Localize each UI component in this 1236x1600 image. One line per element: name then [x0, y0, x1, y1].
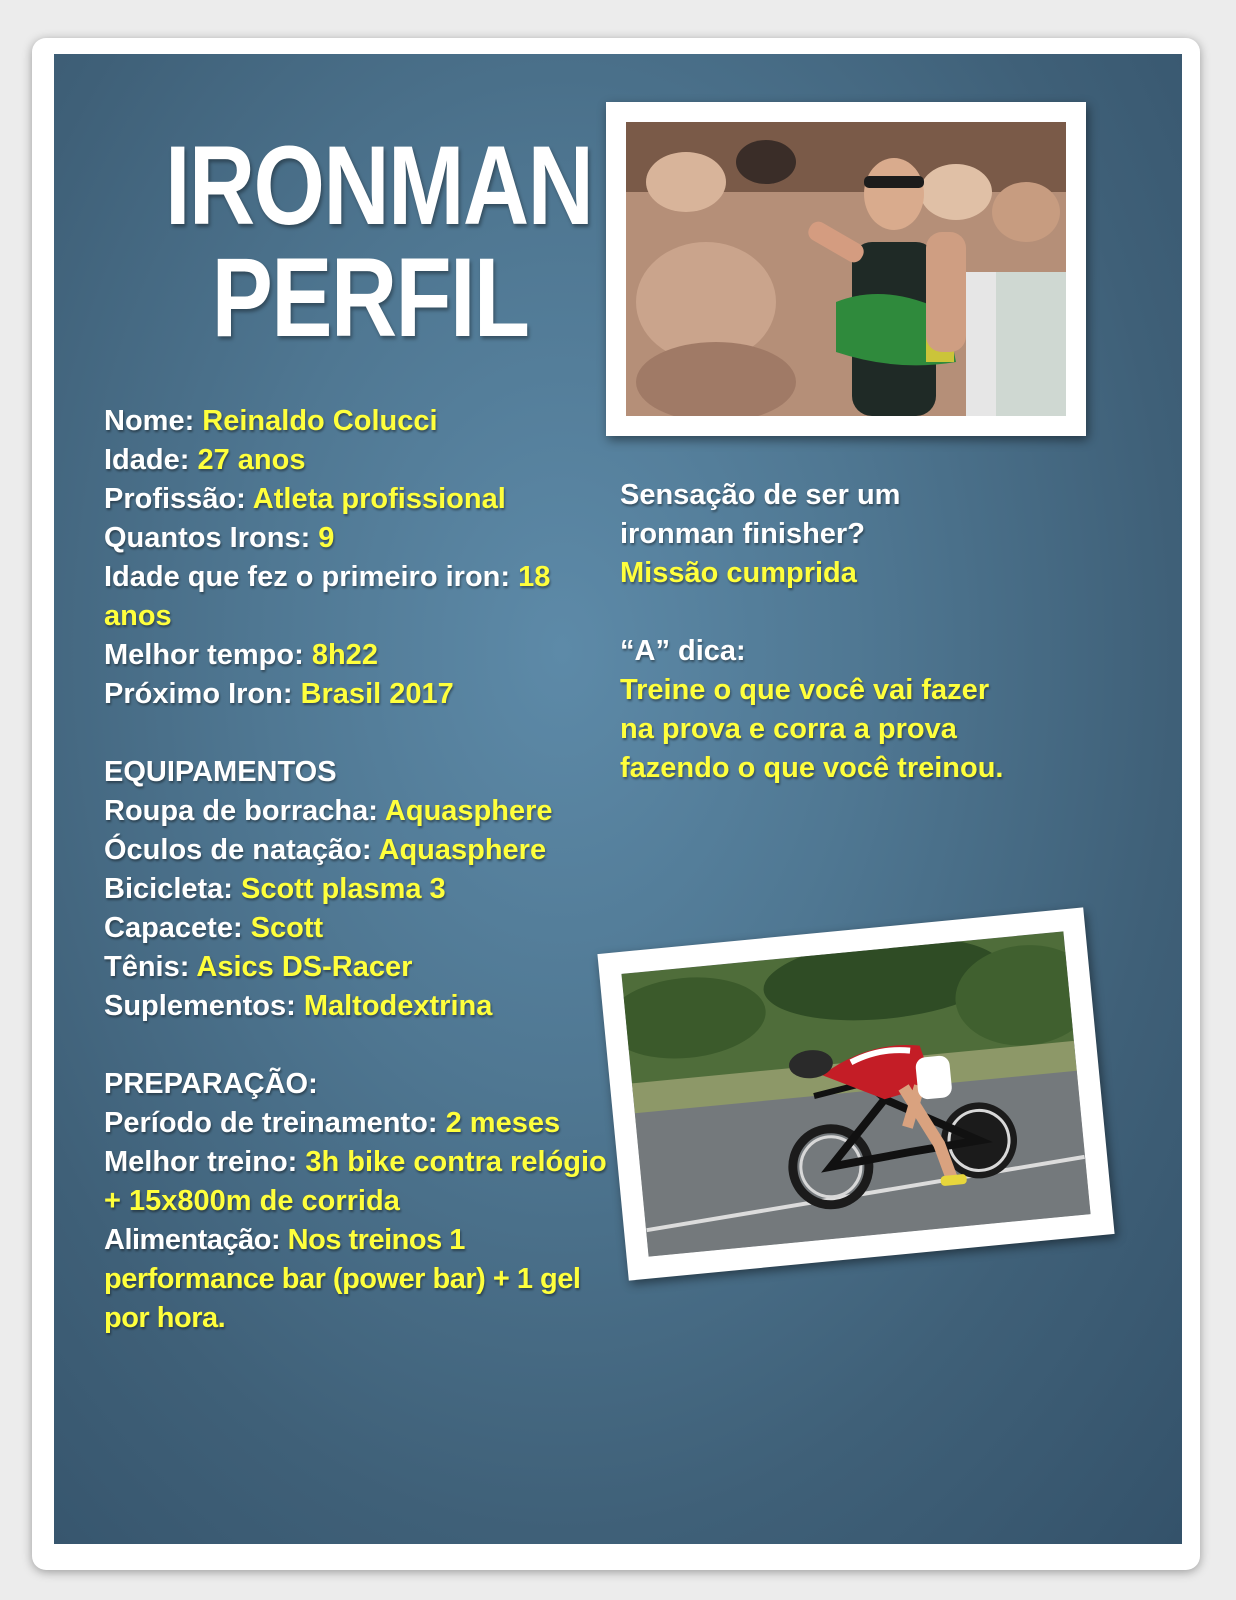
profile-best-time-label: Melhor tempo: — [104, 639, 312, 671]
preparation-best-workout — [104, 1143, 624, 1221]
equipment-shoes-value: Asics DS-Racer — [196, 951, 413, 983]
equipment-goggles-label: Óculos de natação: — [104, 834, 379, 866]
tip-text: Treine o que você vai fazer na prova e corra a prova fazendo o que você treinou. — [620, 674, 1004, 784]
profile-column — [104, 402, 624, 1338]
equipment-wetsuit-value: Aquasphere — [384, 795, 553, 827]
spacer — [104, 1026, 624, 1065]
profile-next-iron — [104, 675, 624, 714]
quote-column — [620, 476, 1020, 788]
profile-irons-count — [104, 519, 624, 558]
equipment-helmet-value: Scott — [250, 912, 324, 944]
equipment-supplements-label: Suplementos: — [104, 990, 304, 1022]
preparation-nutrition-value: Nos treinos 1 performance bar (power bar) + 1 gel por hora. — [104, 1224, 581, 1334]
photo-athlete-bike-image — [621, 931, 1090, 1256]
profile-profession — [104, 480, 624, 519]
profile-next-iron-value: Brasil 2017 — [300, 678, 454, 710]
equipment-bicycle-label: Bicicleta: — [104, 873, 241, 905]
equipment-supplements — [104, 987, 624, 1026]
spacer — [104, 714, 624, 753]
preparation-period — [104, 1104, 624, 1143]
preparation-best-workout-value: 3h bike contra relógio + 15x800m de corrida — [104, 1146, 607, 1217]
page-title — [165, 123, 593, 360]
profile-irons-count-label: Quantos Irons: — [104, 522, 319, 554]
preparation-period-label: Período de treinamento: — [104, 1107, 446, 1139]
equipment-helmet — [104, 909, 624, 948]
profile-irons-count-value: 9 — [318, 522, 335, 554]
sensation-answer: Missão cumprida — [620, 557, 857, 589]
profile-age — [104, 441, 624, 480]
equipment-goggles-value: Aquasphere — [378, 834, 547, 866]
preparation-heading: PREPARAÇÃO: — [104, 1068, 318, 1100]
sensation-question: Sensação de ser um ironman finisher? — [620, 479, 901, 550]
profile-first-iron-age-label: Idade que fez o primeiro iron: — [104, 561, 519, 593]
profile-next-iron-label: Próximo Iron: — [104, 678, 301, 710]
equipment-helmet-label: Capacete: — [104, 912, 251, 944]
preparation-nutrition — [104, 1221, 624, 1338]
equipment-goggles — [104, 831, 624, 870]
photo-athlete-bike — [597, 907, 1114, 1280]
equipment-shoes — [104, 948, 624, 987]
profile-name-label: Nome: — [104, 405, 203, 437]
profile-name-value: Reinaldo Colucci — [202, 405, 438, 437]
spacer — [620, 593, 1020, 632]
profile-best-time — [104, 636, 624, 675]
athlete-bike-illustration — [621, 931, 1090, 1256]
title-line-2: PERFIL — [211, 235, 529, 360]
title-line-1: IRONMAN — [165, 123, 593, 248]
photo-athlete-crowd — [606, 102, 1086, 436]
photo-athlete-crowd-image — [626, 122, 1066, 416]
equipment-wetsuit — [104, 792, 624, 831]
profile-age-label: Idade: — [104, 444, 198, 476]
equipment-wetsuit-label: Roupa de borracha: — [104, 795, 385, 827]
preparation-period-value: 2 meses — [445, 1107, 561, 1139]
profile-name — [104, 402, 624, 441]
profile-profession-label: Profissão: — [104, 483, 253, 515]
preparation-best-workout-label: Melhor treino: — [104, 1146, 306, 1178]
profile-best-time-value: 8h22 — [311, 639, 378, 671]
tip-label: “A” dica: — [620, 635, 746, 667]
equipment-heading: EQUIPAMENTOS — [104, 756, 337, 788]
profile-profession-value: Atleta profissional — [252, 483, 506, 515]
equipment-supplements-value: Maltodextrina — [303, 990, 493, 1022]
profile-first-iron-age-value: 18 anos — [104, 561, 551, 632]
equipment-shoes-label: Tênis: — [104, 951, 197, 983]
profile-first-iron-age — [104, 558, 624, 636]
equipment-bicycle-value: Scott plasma 3 — [241, 873, 446, 905]
profile-age-value: 27 anos — [197, 444, 306, 476]
preparation-nutrition-label: Alimentação: — [104, 1224, 288, 1256]
athlete-crowd-illustration — [626, 122, 1066, 416]
equipment-bicycle — [104, 870, 624, 909]
